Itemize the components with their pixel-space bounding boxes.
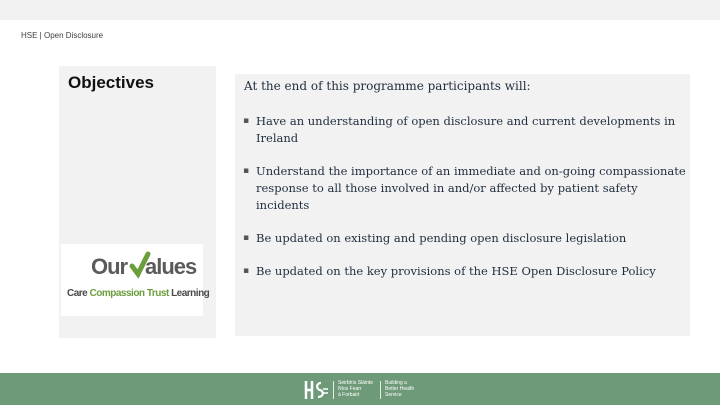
top-band xyxy=(0,0,720,20)
footer-divider xyxy=(333,381,334,399)
bullet-icon: ▪ xyxy=(243,116,250,126)
logo-tag-learning: Learning xyxy=(171,288,210,299)
logo-word-our: Our xyxy=(91,254,128,279)
footer-irish-text: Seirbhís Sláinte Níos Fearr á Forbairt xyxy=(338,380,374,398)
list-item: ▪ Understand the importance of an immediate and on-going compassionate response to all those involved in and/or affected by patient safety incidents xyxy=(243,164,686,212)
intro-text: At the end of this programme participants will: xyxy=(244,79,531,93)
logo-tag-care: Care xyxy=(67,288,88,299)
bullet-icon: ▪ xyxy=(243,166,250,176)
list-item: ▪ Be updated on the key provisions of the HSE Open Disclosure Policy xyxy=(243,264,656,278)
objectives-list xyxy=(243,113,688,296)
bullet-icon: ▪ xyxy=(243,233,250,243)
list-item: ▪ Be updated on existing and pending open disclosure legislation xyxy=(243,231,627,245)
our-values-logo xyxy=(61,244,210,316)
list-item: ▪ Have an understanding of open disclosure and current developments in Ireland xyxy=(243,114,676,145)
hse-logo-icon xyxy=(303,379,329,401)
logo-word-values: alues xyxy=(145,254,197,279)
footer-divider xyxy=(380,381,381,399)
logo-tagline xyxy=(67,288,209,299)
slide-title: Objectives xyxy=(68,73,154,92)
bullet-icon: ▪ xyxy=(243,266,250,276)
logo-tag-trust: Trust xyxy=(146,288,169,299)
header-breadcrumb: HSE | Open Disclosure xyxy=(21,31,104,40)
footer-english-text: Building a Better Health Service xyxy=(385,380,415,398)
logo-tag-compassion: Compassion xyxy=(89,288,145,299)
